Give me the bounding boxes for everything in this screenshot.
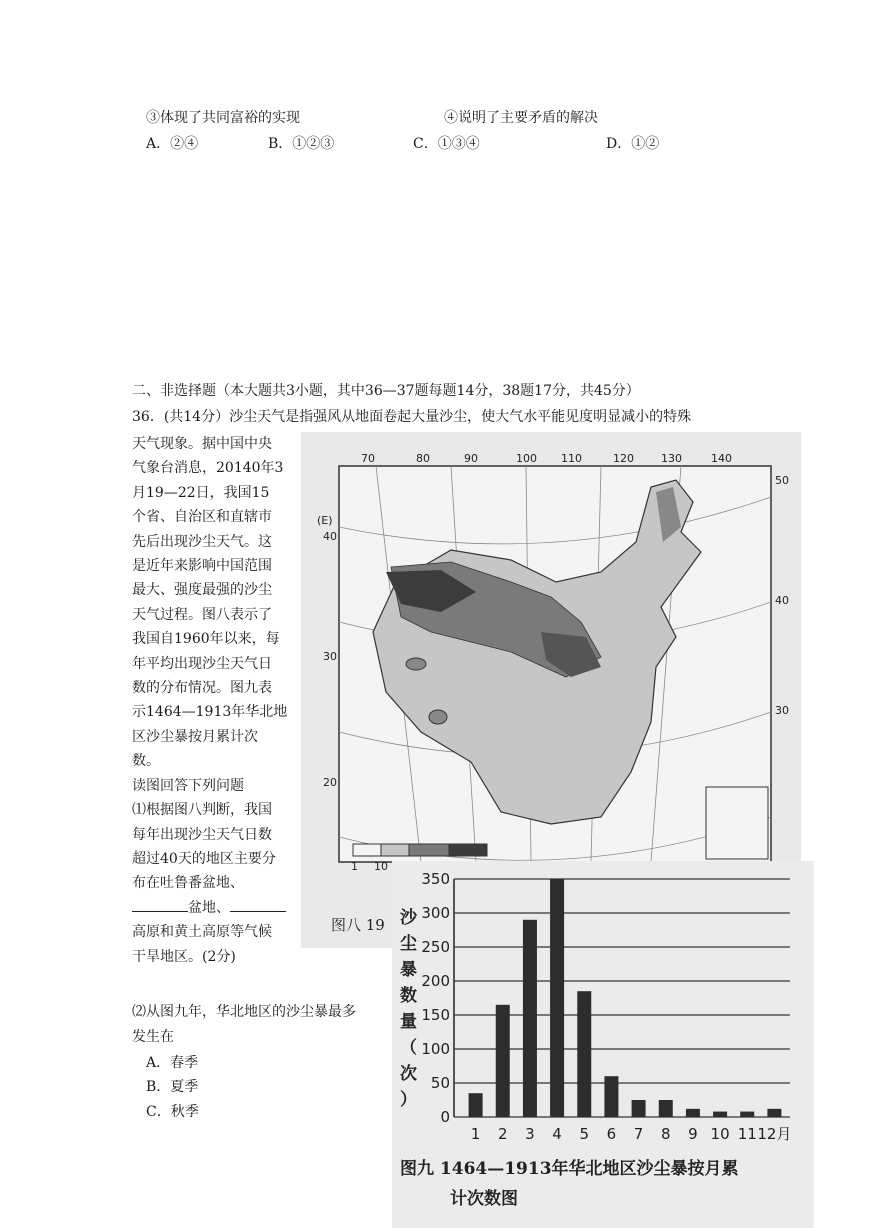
lat-label-left: 40 xyxy=(323,530,337,543)
x-tick-label: 4 xyxy=(552,1125,562,1143)
x-tick-label: 6 xyxy=(606,1125,617,1143)
legend-label: 1 xyxy=(351,860,358,873)
y-tick-label: 100 xyxy=(421,1040,450,1058)
bar-month-12 xyxy=(767,1109,781,1117)
unit-label: (E) xyxy=(317,514,333,527)
y-tick-label: 250 xyxy=(421,938,450,956)
chart-caption-line2: 计次数图 xyxy=(450,1189,518,1209)
prev-choice-c: C．①③④ xyxy=(413,136,480,152)
bar-month-3 xyxy=(523,920,537,1117)
x-tick-label: 3 xyxy=(525,1125,535,1143)
side-line: 月19—22日，我国15 xyxy=(132,484,270,501)
x-tick-label: 11 xyxy=(737,1125,757,1143)
sub2-line2: 发生在 xyxy=(132,1029,174,1045)
dust-storm-bar-chart xyxy=(392,861,814,1228)
lon-label: 140 xyxy=(711,452,732,465)
bar-month-1 xyxy=(469,1093,483,1117)
lon-label: 120 xyxy=(613,452,634,465)
legend-label: 10 xyxy=(374,860,388,873)
chart-caption-line1: 图九 1464—1913年华北地区沙尘暴按月累 xyxy=(400,1159,739,1179)
side-line: 示1464—1913年华北地 xyxy=(132,704,288,721)
ylabel-char: ） xyxy=(400,1090,417,1110)
bar-month-11 xyxy=(740,1112,754,1117)
prev-choice-d: D．①② xyxy=(606,136,660,152)
side-line: 每年出现沙尘天气日数 xyxy=(132,826,272,843)
bar-month-9 xyxy=(686,1109,700,1117)
bar-month-4 xyxy=(550,879,564,1117)
lat-label-right: 50 xyxy=(775,474,789,487)
ylabel-char: （ xyxy=(400,1038,417,1058)
bar-month-5 xyxy=(577,991,591,1117)
ylabel-char: 次 xyxy=(400,1064,417,1084)
x-tick-label: 10 xyxy=(710,1125,730,1143)
lat-label-right: 40 xyxy=(775,594,789,607)
section-heading: 二、非选择题（本大题共3小题，其中36—37题每题14分，38题17分，共45分） xyxy=(132,383,640,399)
side-line: ⑴根据图八判断，我国 xyxy=(132,802,272,819)
x-tick-label: 5 xyxy=(579,1125,590,1143)
ylabel-char: 量 xyxy=(400,1012,417,1032)
sub2-line1: ⑵从图九年，华北地区的沙尘暴最多 xyxy=(132,1004,356,1020)
side-line: 数。 xyxy=(132,753,160,770)
side-line: 我国自1960年以来，每 xyxy=(132,631,280,648)
x-tick-label: 7 xyxy=(633,1125,644,1143)
side-line: 最大、强度最强的沙尘 xyxy=(132,582,272,599)
prev-choice-a: A．②④ xyxy=(146,136,199,152)
map-caption: 图八 19 xyxy=(331,916,385,934)
side-line: 个省、自治区和直辖市 xyxy=(132,509,272,526)
lat-label-right: 30 xyxy=(775,704,789,717)
y-tick-label: 200 xyxy=(421,972,450,990)
lat-label-left: 30 xyxy=(323,650,337,663)
side-line: 超过40天的地区主要分 xyxy=(132,850,276,867)
bar-month-2 xyxy=(496,1005,510,1117)
answer-blank-2[interactable] xyxy=(230,897,286,912)
y-tick-label: 150 xyxy=(421,1006,450,1024)
lon-label: 80 xyxy=(416,452,430,465)
bar-month-10 xyxy=(713,1112,727,1117)
prev-choice-b: B．①②③ xyxy=(268,136,335,152)
lon-label: 110 xyxy=(561,452,582,465)
ylabel-char: 尘 xyxy=(400,934,417,954)
lon-label: 100 xyxy=(516,452,537,465)
lon-label: 90 xyxy=(464,452,478,465)
ylabel-char: 数 xyxy=(400,986,417,1006)
y-tick-label: 300 xyxy=(421,904,450,922)
side-line: 气象台消息，20140年3 xyxy=(132,460,284,477)
blank-mid-text: 盆地、 xyxy=(188,899,230,916)
blank-line xyxy=(132,896,290,920)
lat-label-left: 20 xyxy=(323,776,337,789)
lon-label: 130 xyxy=(661,452,682,465)
side-line: 布在吐鲁番盆地、 xyxy=(132,875,244,892)
side-line: 读图回答下列问题 xyxy=(132,777,244,794)
x-tick-label: 1 xyxy=(470,1125,481,1143)
option-b[interactable]: B．夏季 xyxy=(146,1079,199,1095)
x-tick-label: 8 xyxy=(660,1125,671,1143)
bar-month-8 xyxy=(659,1100,673,1117)
prev-item-4: ④说明了主要矛盾的解决 xyxy=(444,110,598,126)
bar-month-6 xyxy=(604,1076,618,1117)
option-c[interactable]: C．秋季 xyxy=(146,1104,199,1120)
side-line: 高原和黄土高原等气候 xyxy=(132,924,272,941)
option-a[interactable]: A．春季 xyxy=(146,1055,199,1071)
side-line: 是近年来影响中国范围 xyxy=(132,558,272,575)
y-tick-label: 50 xyxy=(430,1074,450,1092)
answer-blank-1[interactable] xyxy=(132,897,188,912)
side-line: 天气过程。图八表示了 xyxy=(132,606,272,623)
ylabel-char: 沙 xyxy=(400,908,417,928)
y-tick-label: 350 xyxy=(421,870,450,888)
q36-side-text xyxy=(132,432,290,969)
y-tick-label: 0 xyxy=(440,1108,450,1126)
side-line: 先后出现沙尘天气。这 xyxy=(132,533,272,550)
prev-item-3: ③体现了共同富裕的实现 xyxy=(146,110,300,126)
x-tick-label: 12月 xyxy=(757,1125,792,1143)
bar-month-7 xyxy=(632,1100,646,1117)
south-china-sea-inset xyxy=(706,787,768,859)
side-line: 年平均出现沙尘天气日 xyxy=(132,655,272,672)
x-tick-label: 9 xyxy=(688,1125,698,1143)
side-line: 区沙尘暴按月累计次 xyxy=(132,728,258,745)
q36-first-line: 36．(共14分）沙尘天气是指强风从地面卷起大量沙尘，使大气水平能见度明显减小的特殊 xyxy=(132,409,692,425)
side-line: 数的分布情况。图九表 xyxy=(132,680,272,697)
side-line: 干旱地区。(2分) xyxy=(132,948,236,965)
lon-label: 70 xyxy=(361,452,375,465)
ylabel-char: 暴 xyxy=(400,960,417,980)
x-tick-label: 2 xyxy=(497,1125,508,1143)
side-line: 天气现象。据中国中央 xyxy=(132,436,272,452)
